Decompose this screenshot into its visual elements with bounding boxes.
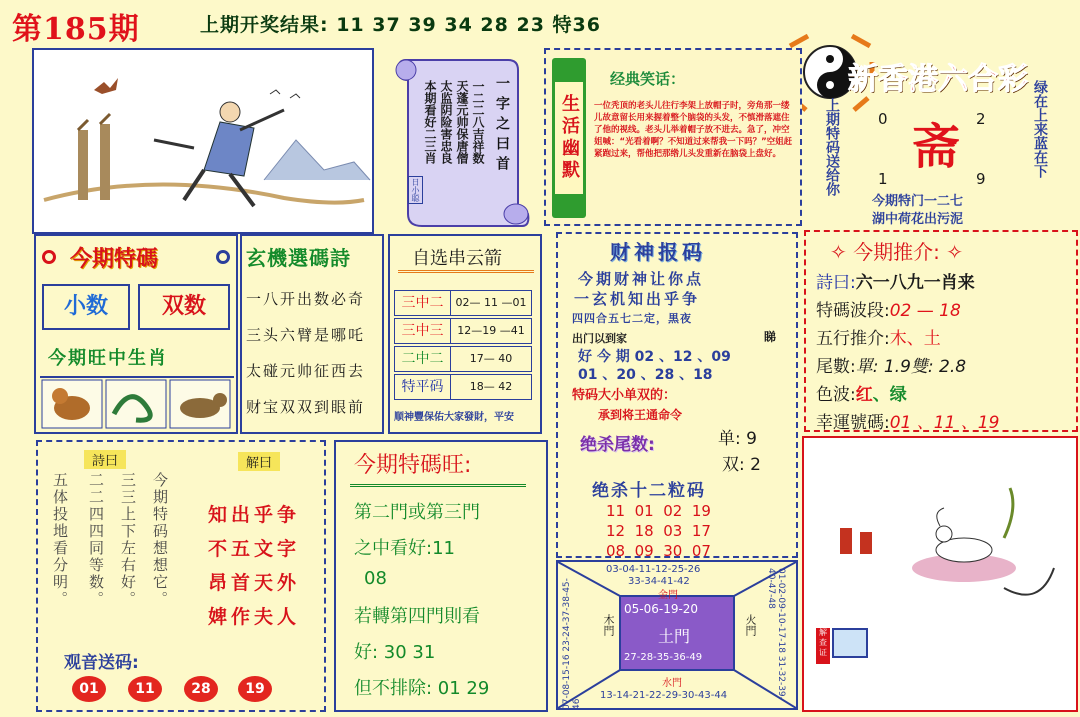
earth-gate: 土門	[658, 627, 691, 646]
bottom-right-illustration	[802, 436, 1078, 712]
pick-row-4-label: 特平码	[395, 375, 451, 399]
color-red: 红	[855, 385, 873, 405]
recommend-panel	[804, 230, 1078, 432]
pick-row-4	[394, 374, 532, 400]
element-label: 五行推介:	[816, 329, 890, 349]
special-line-2: 湖中荷花出污泥	[872, 212, 964, 227]
wealth-line-6: 01 、20 、28 、18	[578, 367, 713, 383]
recommend-band	[816, 296, 961, 321]
top-nums-1: 03-04-11-12-25-26	[606, 564, 701, 575]
prosperity-line-6: 但不排除: 01 29	[354, 678, 490, 699]
goat-scene-icon	[804, 438, 1076, 710]
picks-footer: 顺神豐保佑大家發財，平安	[394, 412, 514, 423]
poem-line-2: 三头六臂是哪吒	[246, 326, 366, 344]
zodiac-images	[40, 376, 234, 430]
wealth-line-1: 今期财神让你点	[578, 270, 705, 288]
scroll-line-3: 太监阴险害忠良	[439, 80, 453, 164]
riddle-col-5: 五体投地看分明。	[51, 472, 69, 608]
earth-bottom: 27-28-35-36-49	[624, 652, 703, 663]
pick-row-1-label: 三中二	[395, 291, 451, 315]
zodiac-title: 今期旺中生肖	[48, 348, 168, 369]
prosperity-line-3: 08	[364, 568, 387, 589]
humor-side-frame	[552, 58, 586, 218]
footer-badge	[816, 628, 830, 664]
special-right-vertical: 绿在上来蓝在下	[1032, 80, 1048, 178]
pick-row-3-value: 17— 40	[469, 352, 513, 365]
top-nums-2: 33-34-41-42	[628, 576, 690, 587]
tema-panel	[34, 234, 238, 434]
poem-line-4: 财宝双双到眼前	[246, 398, 366, 416]
recommend-color	[816, 380, 907, 405]
small-box	[42, 284, 130, 330]
zodiac-animals-icon	[40, 378, 234, 430]
pick-row-2-value: 12—19 —41	[457, 324, 525, 337]
left-nums: 07-08-15-16 23-24-37-38-45-46	[562, 578, 582, 710]
recommend-tail	[816, 352, 966, 377]
scroll-line-1: 一二二八吉祥数	[471, 80, 485, 164]
kill-tail-double: 双: 2	[722, 455, 761, 475]
kill-row-2: 12 18 03 17	[606, 522, 711, 540]
riddle-answer-tag: 解曰	[238, 452, 280, 471]
picks-panel	[388, 234, 542, 434]
gy-ball-4: 19	[238, 676, 272, 702]
pick-row-4-value: 18— 42	[469, 380, 513, 393]
riddle-poem-tag: 詩曰	[84, 450, 126, 469]
answer-line-1: 知出乎争	[208, 504, 301, 526]
color-green: 、绿	[872, 385, 907, 405]
prosperity-line-4: 若轉第四門則看	[354, 606, 480, 627]
prosperity-line-1: 第二門或第三門	[354, 502, 480, 523]
special-num-3: 9	[976, 170, 986, 188]
pick-row-2	[394, 318, 532, 344]
gy-ball-3: 28	[184, 676, 218, 702]
special-num-2: 1	[878, 170, 888, 188]
kill-tail-title: 绝杀尾数:	[580, 435, 655, 455]
picks-ornament	[398, 270, 534, 276]
wealth-line-3: 四四合五七二定，黒夜	[572, 312, 692, 325]
poem-line-1: 一八开出数必奇	[246, 290, 366, 308]
scroll-panel	[392, 54, 532, 230]
picks-title: 自选串云箭	[412, 248, 502, 269]
logo-text: 新香港六合彩	[848, 62, 1028, 97]
recommend-lucky	[816, 408, 999, 433]
element-value: 木、土	[889, 329, 941, 349]
poem-panel	[240, 234, 384, 434]
special-line-1: 今期特门一二七	[872, 194, 964, 209]
pick-row-3	[394, 346, 532, 372]
prosperity-panel	[334, 440, 548, 712]
kill-row-3: 08 09 30 07	[606, 542, 711, 560]
prosperity-line-2: 之中看好:11	[354, 538, 455, 559]
riddle-col-2: 三三上下左右好。	[119, 472, 137, 608]
wealth-line-7: 特码大小单双的：	[572, 388, 677, 403]
kill-twelve-title: 绝杀十二粒码	[592, 481, 706, 501]
tema-title-row	[40, 242, 234, 272]
special-left-vertical: 上期特码送给你	[824, 98, 840, 196]
top-left-illustration	[32, 48, 374, 234]
humor-panel	[544, 48, 802, 226]
pick-row-1-value: 02— 11 —01	[455, 296, 527, 309]
prosperity-divider	[350, 484, 526, 487]
gy-ball-1: 01	[72, 676, 106, 702]
wealth-line-2: 一玄机知出乎争	[574, 290, 701, 308]
footer-tablet-icon	[832, 628, 868, 658]
recommend-poem	[816, 268, 975, 293]
fire-gate: 火門	[744, 614, 757, 636]
target-icon-left	[42, 250, 56, 264]
answer-line-2: 不五文字	[208, 538, 301, 560]
recommend-element	[816, 324, 941, 349]
scroll-line-2: 天蓬元帅保唐僧	[455, 80, 469, 164]
issue-number: 第185期	[12, 12, 140, 47]
band-label: 特碼波段:	[816, 301, 890, 321]
scroll-title: 一字之曰首	[494, 76, 510, 176]
target-icon-right	[216, 250, 230, 264]
kill-tail-single: 单: 9	[718, 429, 757, 449]
pick-row-3-label: 二中二	[395, 347, 451, 371]
water-gate: 水門	[662, 678, 682, 689]
special-char: 斋	[912, 119, 961, 175]
double-box	[138, 284, 230, 330]
tail-value: 單: 1.9雙: 2.8	[855, 357, 967, 377]
gy-ball-2: 11	[128, 676, 162, 702]
wealth-line-4: 出门以到家	[572, 332, 627, 345]
kill-row-1: 11 01 02 19	[606, 502, 711, 520]
running-scholar-icon	[34, 50, 372, 232]
wealth-title: 财神报码	[610, 240, 706, 264]
poem-value: 六一八九一肖来	[855, 273, 975, 293]
wealth-line-8: 承到将王通命令	[598, 408, 683, 422]
band-value: 02 — 18	[889, 301, 961, 321]
lucky-label: 幸運號碼:	[816, 413, 890, 433]
scroll-seal: 日小聪	[408, 176, 423, 204]
color-label: 色波:	[816, 385, 856, 405]
riddle-col-3: 二二四四同等数。	[87, 472, 105, 608]
metal-gate: 金門	[658, 590, 678, 601]
scroll-line-4: 本期看好二三肖	[423, 80, 437, 164]
last-result: 上期开奖结果: 11 37 39 34 28 23 特36	[200, 14, 601, 36]
wealth-line-4b: 睇	[764, 330, 777, 344]
humor-title: 经典笑话：	[610, 70, 686, 88]
humor-side-label: 生活幽默	[555, 82, 583, 194]
poem-title: 玄機選碼詩	[246, 246, 351, 270]
wood-gate: 木門	[602, 614, 615, 636]
riddle-panel	[36, 440, 326, 712]
gy-title: 观音送码:	[64, 653, 139, 673]
right-nums: 01-02-09-10-17-18 31-32-39-40-47-48	[766, 568, 786, 700]
humor-body: 一位秃顶的老头儿往行李架上放帽子时，旁角那一缕儿故意留长用来握着整个脑袋的头发，不慎滑落遮住了他的视线。老头儿举着帽子放不进去。急了，冲空姐喊：“光看着啊？不知道过来帮我一下吗？”空姐赶紧跑过来，帮他把那绺儿头发重新在脑袋上盘好。	[594, 101, 793, 159]
riddle-col-1: 今期特码想想它。	[151, 472, 169, 608]
pick-row-1	[394, 290, 532, 316]
special-num-0: 0	[878, 110, 888, 128]
double-label: 双数	[161, 294, 206, 319]
answer-line-4: 婢作夫人	[208, 606, 301, 628]
prosperity-line-5: 好: 30 31	[354, 642, 436, 663]
five-gates-panel	[556, 560, 798, 710]
footer-badge-text: 解查证	[819, 628, 827, 657]
special-num-1: 2	[976, 110, 986, 128]
poem-line-3: 太碰元帅征西去	[246, 362, 366, 380]
tail-label: 尾數:	[816, 357, 856, 377]
answer-line-3: 昂首天外	[208, 572, 301, 594]
special-code-panel	[806, 80, 1078, 234]
wealth-panel	[556, 232, 798, 558]
tema-title: 今期特碼	[70, 247, 159, 272]
recommend-title: ✧ 今期推介: ✧	[830, 240, 963, 264]
recommend-title-text: 今期推介:	[853, 240, 940, 264]
small-label: 小数	[63, 294, 108, 319]
bottom-nums: 13-14-21-22-29-30-43-44	[600, 690, 728, 701]
lucky-value: 01 、11 、19	[889, 413, 1000, 433]
wealth-line-5: 好 今 期 02 、12 、09	[578, 349, 731, 365]
earth-top: 05-06-19-20	[624, 602, 699, 616]
pick-row-2-label: 三中三	[395, 319, 451, 343]
prosperity-title: 今期特碼旺:	[354, 453, 472, 478]
poem-label: 詩曰:	[816, 273, 856, 293]
